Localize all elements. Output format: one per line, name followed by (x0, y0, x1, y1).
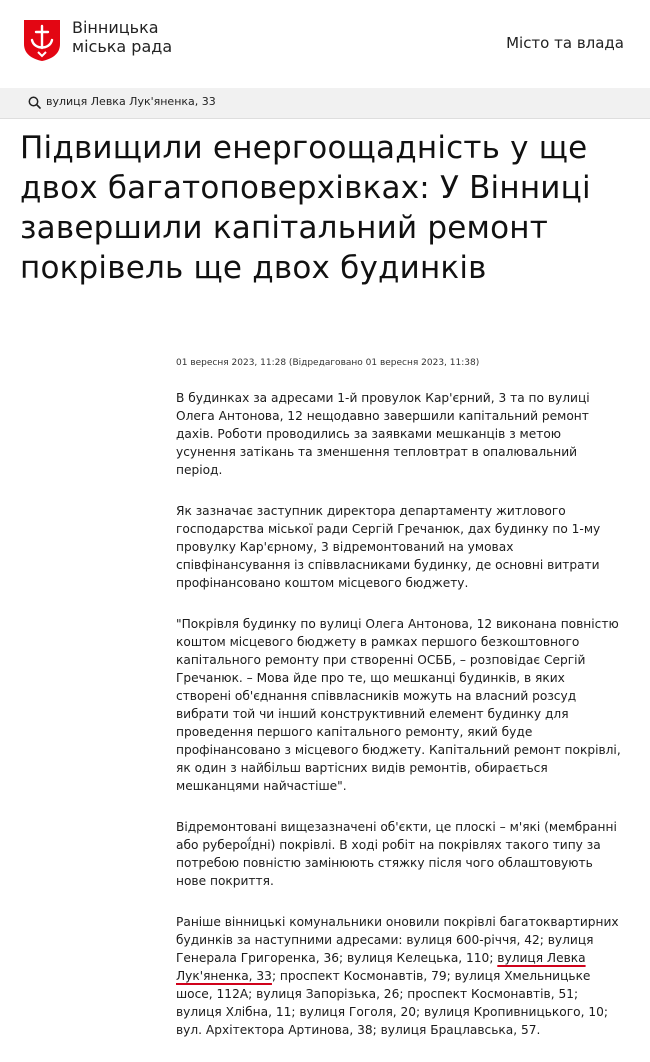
paragraph-5-start: Раніше вінницькі комунальники оновили покрівлі багатоквартирних будинків за наступними адресами: вулиця 600-річчя, 42; вулиця Генерала Григоренка, 36; вулиця Келецька, 110; (176, 915, 619, 965)
article-paragraph-1: В будинках за адресами 1-й провулок Кар'єрний, 3 та по вулиці Олега Антонова, 12 нещодавно завершили капітальний ремонт дахів. Роботи проводились за заявками мешканців з метою усунення затікань та зменшення тепловтрат в опалювальний період. (176, 391, 590, 477)
article-date: 01 вересня 2023, 11:28 (Відредаговано 01 вересня 2023, 11:38) (176, 358, 480, 368)
site-header (0, 0, 650, 89)
article-title: Підвищили енергоощадність у ще двох багатоповерхівках: У Вінниці завершили капітальний ремонт покрівель ще двох будинків (20, 130, 591, 286)
search-icon[interactable] (28, 96, 41, 109)
search-query[interactable]: вулиця Левка Лук'яненка, 33 (46, 95, 216, 108)
article-paragraph-4: Відремонтовані вищезазначені об'єкти, це плоскі – м'які (мембранні або руберої́дні) покрівлі. В ході робіт на покрівлях такого типу за потребою повністю замінюють стяжку після чого облаштовують нове покриття. (176, 820, 617, 888)
search-bar[interactable] (0, 88, 650, 119)
paragraph-5-end: ; проспект Космонавтів, 79; вулиця Хмельницьке шосе, 112А; вулиця Запорізька, 26; проспект Космонавтів, 51; вулиця Хлібна, 11; вулиця Гоголя, 20; вулиця Кропивницького, 10; вул. Архітектора Артинова, 38; вулиця Брацлавська, 57. (176, 969, 608, 1037)
brand-line-2: міська рада (72, 37, 173, 56)
article-body (176, 389, 621, 1062)
article-paragraph-5 (176, 913, 621, 1039)
city-coat-of-arms-logo[interactable] (22, 18, 62, 62)
highlighted-address: вулиця Левка Лук'яненка, 33 (176, 951, 586, 983)
brand-line-1: Вінницька (72, 18, 159, 37)
article-paragraph-3: "Покрівля будинку по вулиці Олега Антонова, 12 виконана повністю коштом місцевого бюджету в рамках першого безкоштовного капітального ремонту при створенні ОСББ, – розповідає Сергій Гречанюк. – Мова йде про те, що мешканці будинків, в яких створені об'єднання співвласників можуть на власний розсуд вибрати той чи інший конструктивний елемент будинку для проведення першого капітального ремонту, який буде профінансовано з місцевого бюджету. Капітальний ремонт покрівлі, як один з найбільш вартісних видів ремонтів, обирається мешканцями найчастіше". (176, 617, 621, 793)
article-paragraph-2: Як зазначає заступник директора департаменту житлового господарства міської ради Сергій Гречанюк, дах будинку по 1-му провулку Кар'єрному, 3 відремонтований на умовах співфінансування із співвласниками будинку, де основні витрати профінансовано коштом місцевого бюджету. (176, 504, 601, 590)
site-brand[interactable] (72, 18, 172, 56)
nav-city-and-government[interactable]: Місто та влада (506, 34, 624, 52)
